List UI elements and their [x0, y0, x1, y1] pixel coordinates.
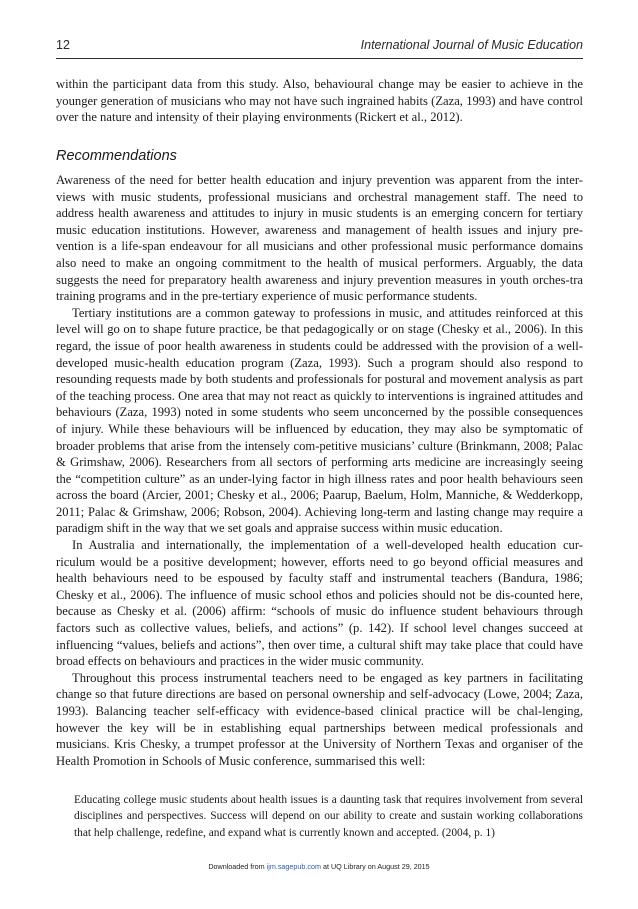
footer-link[interactable]: ijm.sagepub.com [266, 862, 321, 871]
block-quote: Educating college music students about health issues is a daunting task that requires involvement from several disciplines and perspectives. Success will depend on our ability to create and sustain working collaborations that help challenge, redefine, and expand what is currently known and accepted. (2004, p. 1) [74, 794, 583, 839]
running-head [56, 38, 583, 56]
download-footer [0, 862, 638, 871]
intro-block [56, 76, 583, 126]
header-rule [56, 58, 583, 59]
footer-suffix: at UQ Library on August 29, 2015 [321, 862, 430, 871]
intro-paragraph: within the participant data from this study. Also, behavioural change may be easier to achieve in the younger generation of musicians who may not have such ingrained habits (Zaza, 1993) and have control over the nature and intensity of their playing environments (Rickert et al., 2012). [56, 77, 583, 125]
paragraph: Awareness of the need for better health education and injury prevention was apparent from the inter-views with music students, professional musicians and orchestral management staff. The need to address health awareness and attitudes to injury in music students is an emerging concern for tertiary music education institutions. However, awareness and management of health issues and injury pre-vention is a life-span endeavour for all musicians and other professional music performance domains also need to make an ongoing commitment to the health of musical performers. Arguably, the data suggests the need for preparatory health awareness and injury prevention measures in youth orches-tra training programs and in the pre-tertiary experience of music performance students. [56, 173, 583, 304]
paragraph: In Australia and internationally, the implementation of a well-developed health education cur-riculum would be a positive development; however, efforts need to go beyond official measures and health behaviours need to be espoused by faculty staff and instrumental teachers (Bandura, 1986; Chesky et al., 2006). The influence of music school ethos and policies should not be dis-counted here, because as Chesky et al. (2006) affirm: “schools of music do influence student behaviours through factors such as collective values, beliefs, and actions” (p. 142). If school level changes succeed at influencing “values, beliefs and actions”, then over time, a cultural shift may take place that could have broad effects on behaviours and practices in the wider music community. [56, 538, 583, 669]
journal-title: International Journal of Music Education [360, 38, 583, 52]
paragraph: Throughout this process instrumental teachers need to be engaged as key partners in facilitating change so that future directions are based on personal ownership and self-advocacy (Lowe, 2004; Zaza, 1993). Balancing teacher self-efficacy with evidence-based clinical practice will be chal-lenging, however the key will be in establishing equal partnerships between medical professionals and musicians. Kris Chesky, a trumpet professor at the University of Northern Texas and organiser of the Health Promotion in Schools of Music conference, summarised this well: [56, 670, 583, 768]
footer-prefix: Downloaded from [208, 862, 267, 871]
page-number: 12 [56, 38, 70, 52]
paragraph: Tertiary institutions are a common gateway to professions in music, and attitudes reinforced at this level will go on to shape future practice, be that pedagogically or on stage (Chesky et al., 2006). In this regard, the issue of poor health awareness in students could be addressed with the provision of a well-developed music-health education program (Zaza, 1993). Such a program should also respond to resounding requests made by both students and professionals for postural and movement analysis as part of the teaching process. One area that may not react as quickly to interventions is ingrained attitudes and behaviours (Zaza, 1993) noted in some students who seem unconcerned by the possible consequences of injury. While these behaviours will be influenced by education, they may also be symptomatic of broader problems that arise from the intensely com-petitive musicians’ culture (Brinkmann, 2008; Palac & Grimshaw, 2006). Researchers from all sectors of performing arts medicine are increasingly seeing the “competition culture” as an under-lying factor in high illness rates and poor health behaviours seen across the board (Arcier, 2001; Chesky et al., 2006; Paarup, Baelum, Holm, Manniche, & Wedderkopp, 2011; Palac & Grimshaw, 2006; Robson, 2004). Achieving long-term and lasting change may require a paradigm shift in the way that we set goals and appraise success within music education. [56, 305, 583, 536]
section-body [56, 172, 583, 769]
section-heading: Recommendations [56, 148, 177, 164]
